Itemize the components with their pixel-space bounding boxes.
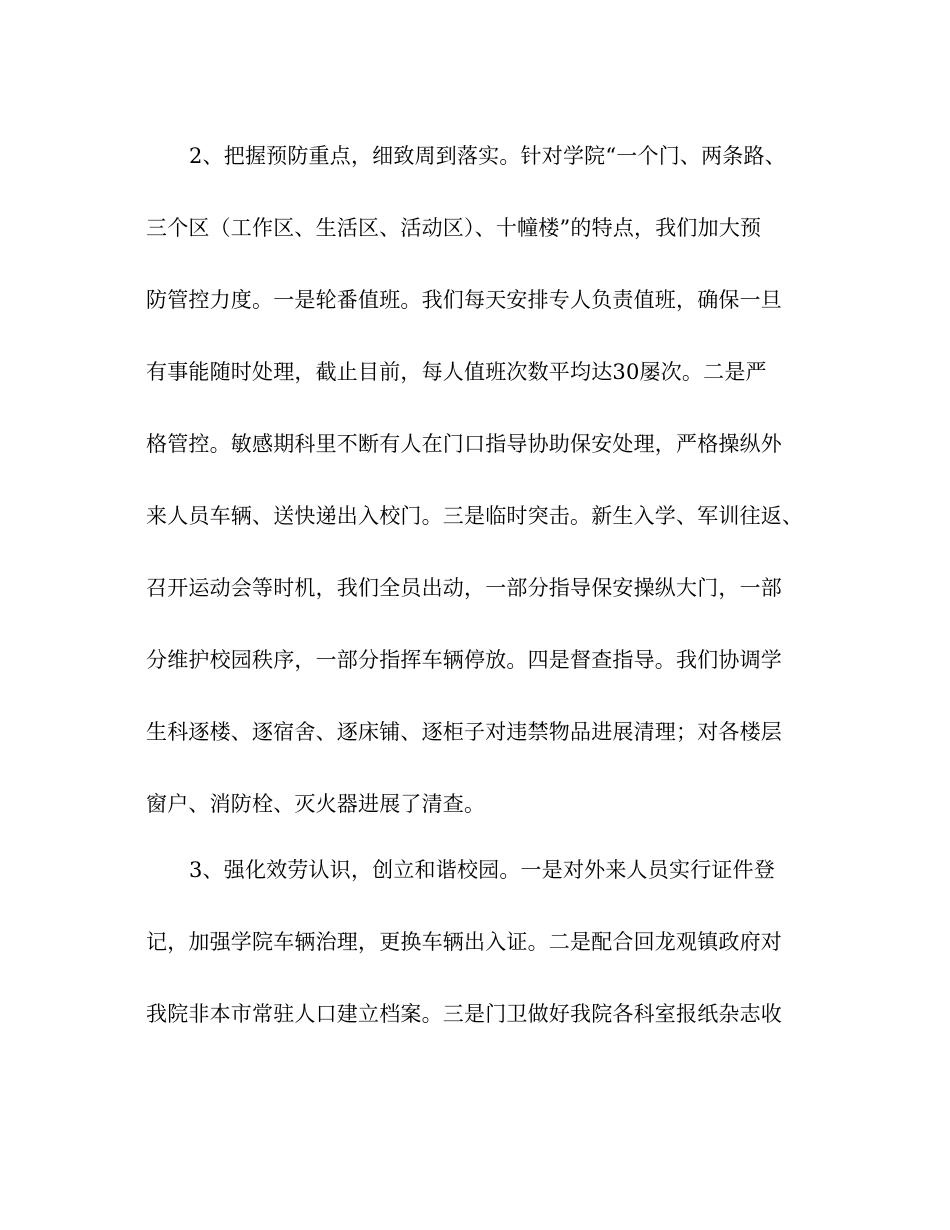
paragraph-2-line-9: 生科逐楼、逐宿舍、逐床铺、逐柜子对违禁物品进展清理；对各楼层 <box>146 720 782 744</box>
paragraph-2-line-2: 三个区（工作区、生活区、活动区）、十幢楼”的特点，我们加大预 <box>146 216 762 240</box>
paragraph-2-line-6: 来人员车辆、送快递出入校门。三是临时突击。新生入学、军训往返、 <box>146 504 804 528</box>
paragraph-2-line-10: 窗户、消防栓、灭火器进展了清查。 <box>146 792 486 816</box>
paragraph-2-line-3: 防管控力度。一是轮番值班。我们每天安排专人负责值班，确保一旦 <box>146 288 782 312</box>
paragraph-3-line-3: 我院非本市常驻人口建立档案。三是门卫做好我院各科室报纸杂志收 <box>146 1002 782 1026</box>
paragraph-3-line-1: 3、强化效劳认识，创立和谐校园。一是对外来人员实行证件登 <box>189 858 775 882</box>
paragraph-2-line-5: 格管控。敏感期科里不断有人在门口指导协助保安处理，严格操纵外 <box>146 432 782 456</box>
paragraph-2-line-4: 有事能随时处理，截止目前，每人值班次数平均达30屡次。二是严 <box>146 360 767 384</box>
paragraph-2-line-7: 召开运动会等时机，我们全员出动，一部分指导保安操纵大门，一部 <box>146 576 782 600</box>
paragraph-2-line-1: 2、把握预防重点，细致周到落实。针对学院“一个门、两条路、 <box>189 144 786 168</box>
paragraph-3-line-2: 记，加强学院车辆治理，更换车辆出入证。二是配合回龙观镇政府对 <box>146 930 782 954</box>
paragraph-2-line-8: 分维护校园秩序，一部分指挥车辆停放。四是督查指导。我们协调学 <box>146 648 782 672</box>
